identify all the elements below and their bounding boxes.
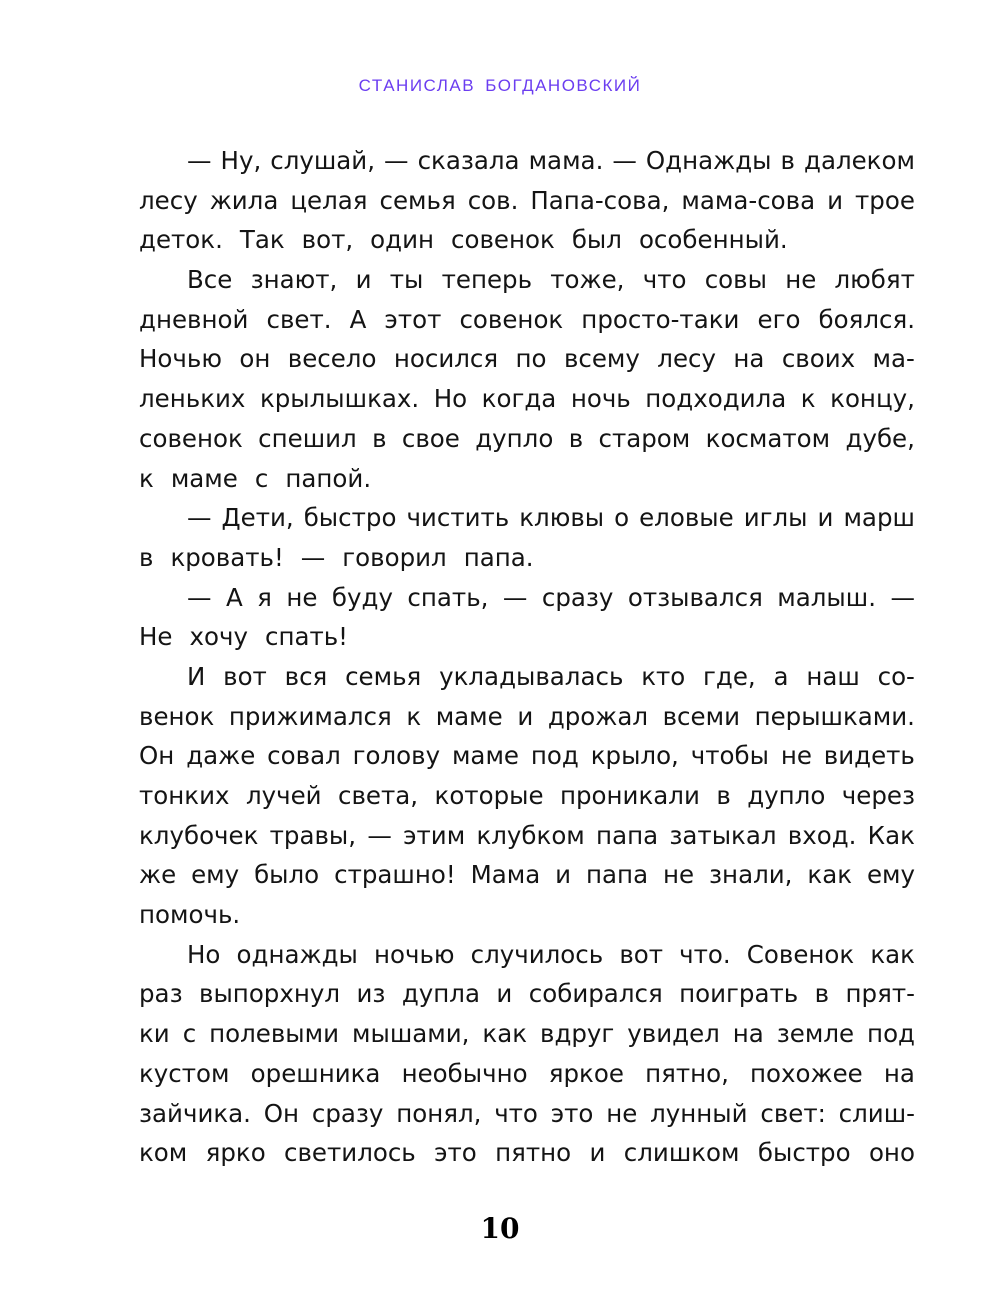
word: земле [776, 1019, 855, 1049]
word: Но [433, 384, 468, 414]
word: о [614, 503, 630, 533]
word: целая [290, 185, 368, 215]
body-text [139, 141, 915, 1173]
word: Как [867, 820, 915, 850]
word: мышами, [352, 1019, 470, 1049]
word: спать! [264, 622, 349, 652]
word: укладывалась [439, 661, 624, 691]
word: не [780, 741, 812, 771]
word: концу, [830, 384, 915, 414]
word: в [780, 146, 795, 175]
word: оно [868, 1138, 915, 1168]
word: ему [866, 860, 915, 890]
word: Однажды [645, 146, 772, 175]
word: жила [209, 185, 279, 215]
word: лунный [650, 1098, 748, 1128]
word: в [372, 423, 387, 453]
word: Он [139, 741, 175, 771]
page-number: 10 [480, 1212, 520, 1245]
word: и [827, 185, 844, 215]
text-line [139, 220, 915, 260]
word: же [139, 860, 177, 890]
word: теперь [441, 265, 533, 295]
word: светилось [284, 1138, 416, 1168]
word: необычно [401, 1058, 528, 1088]
word: на [883, 1058, 915, 1088]
word: в [716, 781, 731, 810]
word: это [434, 1138, 477, 1168]
word: что. [679, 939, 731, 969]
word: — [367, 820, 392, 850]
word: всеми [662, 701, 740, 731]
text-line [139, 816, 915, 856]
word: крылышках. [259, 384, 420, 414]
word: старом [598, 423, 691, 453]
word: Совенок [746, 939, 855, 969]
word: наш [806, 661, 860, 691]
word: вдруг [540, 1019, 615, 1049]
word: полевыми [209, 1019, 340, 1049]
text-line [139, 736, 915, 776]
word: марш [843, 503, 915, 533]
word: клубком [476, 820, 585, 850]
word: отзывался [627, 582, 763, 612]
word: вход. [787, 820, 857, 850]
word: мама. [528, 146, 604, 175]
text-line [139, 617, 915, 657]
word: кто [641, 661, 686, 691]
word: когда [481, 384, 557, 414]
word: дупло [747, 781, 826, 810]
word: света, [338, 781, 419, 810]
word: совал [267, 741, 341, 771]
word: А [349, 304, 367, 334]
word: И [187, 661, 206, 691]
word: как [870, 939, 915, 969]
word: — [384, 146, 409, 175]
word: увидел [627, 1019, 720, 1049]
word: ки [139, 1019, 170, 1049]
word: спать, [407, 582, 489, 612]
word: слиш- [838, 1098, 915, 1128]
text-line [139, 776, 915, 816]
word: лесу [657, 344, 716, 374]
word: я [257, 582, 272, 612]
text-line [139, 578, 915, 618]
word: ночь [570, 384, 631, 414]
word: подходила [645, 384, 787, 414]
word: совенок [459, 304, 564, 334]
word: леньких [139, 384, 246, 414]
word: которые [434, 781, 544, 810]
word: малыш. [777, 582, 876, 612]
word: однажды [236, 939, 358, 969]
word: весело [287, 344, 377, 374]
text-line [139, 379, 915, 419]
word: даже [186, 741, 256, 771]
word: этот [384, 304, 442, 334]
word: в [814, 979, 830, 1009]
text-line [139, 459, 915, 499]
word: травы, [269, 820, 357, 850]
word: яркое [548, 1058, 624, 1088]
word: говорил [342, 542, 447, 572]
word: носился [393, 344, 499, 374]
word: голову [352, 741, 441, 771]
word: его [757, 304, 801, 334]
word: свое [401, 423, 460, 453]
word: вся [284, 661, 328, 691]
word: что [642, 265, 687, 295]
text-line [139, 1133, 915, 1173]
text-line [139, 697, 915, 737]
word: — [502, 582, 528, 612]
word: собирался [528, 979, 663, 1009]
word: не [785, 265, 817, 295]
text-line [139, 339, 915, 379]
word: особенный. [638, 225, 788, 255]
word: свет: [760, 1098, 826, 1128]
word: знали, [709, 860, 793, 890]
word: а [773, 661, 789, 691]
word: один [370, 225, 435, 255]
word: Так [239, 225, 285, 255]
word: дневной [139, 304, 249, 334]
word: маме [435, 701, 503, 731]
word: не [286, 582, 318, 612]
word: со- [877, 661, 915, 691]
text-line [139, 1094, 915, 1134]
word: тонких [139, 781, 230, 810]
word: под [530, 741, 579, 771]
word: страшно! [334, 860, 456, 890]
word: не [606, 1098, 638, 1128]
word: совы [704, 265, 767, 295]
word: и [517, 701, 534, 731]
word: боялся. [818, 304, 915, 334]
word: сразу [311, 1098, 384, 1128]
word: свет. [266, 304, 332, 334]
word: чистить [406, 503, 510, 533]
word: совенок [139, 423, 243, 453]
text-line [139, 141, 915, 181]
word: проникали [559, 781, 700, 810]
word: папа. [463, 542, 534, 572]
word: Но [187, 939, 221, 969]
word: — [187, 146, 212, 175]
word: Ночью [139, 344, 222, 374]
word: был [571, 225, 622, 255]
word: маме [451, 741, 520, 771]
word: ком [139, 1138, 188, 1168]
word: вот [619, 939, 664, 969]
word: папа [586, 860, 649, 890]
word: косматом [705, 423, 831, 453]
text-line [139, 974, 915, 1014]
word: далеком [804, 146, 915, 175]
word: что [494, 1098, 538, 1128]
word: хочу [189, 622, 248, 652]
word: вот [223, 661, 267, 691]
word: похожее [750, 1058, 863, 1088]
word: и [355, 265, 372, 295]
word: Он [263, 1098, 300, 1128]
word: к [139, 463, 154, 493]
text-line [139, 300, 915, 340]
word: сразу [541, 582, 614, 612]
word: папа [596, 820, 659, 850]
word: всему [563, 344, 640, 374]
word: Дети, [221, 503, 294, 533]
word: по [515, 344, 547, 374]
word: Папа-сова, [530, 185, 670, 215]
word: семья [345, 661, 422, 691]
word: Мама [470, 860, 541, 890]
word: дубе, [845, 423, 915, 453]
text-line [139, 260, 915, 300]
word: к [800, 384, 816, 414]
word: семья [379, 185, 456, 215]
text-line [139, 935, 915, 975]
word: кровать! [170, 542, 284, 572]
word: он [239, 344, 271, 374]
word: трое [855, 185, 915, 215]
word: ночью [373, 939, 455, 969]
word: и [555, 860, 572, 890]
word: под [867, 1019, 915, 1049]
word: — [187, 582, 212, 612]
text-line [139, 895, 915, 935]
word: помочь. [139, 900, 241, 930]
word: вот, [301, 225, 354, 255]
word: деток. [139, 225, 223, 255]
word: как [807, 860, 853, 890]
text-line [139, 419, 915, 459]
word: выпорхнул [199, 979, 341, 1009]
text-line [139, 855, 915, 895]
word: папой. [285, 463, 372, 493]
word: мама-сова [681, 185, 816, 215]
word: и [589, 1138, 606, 1168]
word: иглы [743, 503, 808, 533]
word: — [300, 542, 326, 572]
text-line [139, 181, 915, 221]
word: и [817, 503, 834, 533]
text-line [139, 1014, 915, 1054]
word: на [732, 1019, 764, 1049]
word: лучей [245, 781, 322, 810]
word: затыкал [669, 820, 777, 850]
word: зайчика. [139, 1098, 251, 1128]
word: быстро [757, 1138, 851, 1168]
word: клювы [519, 503, 605, 533]
word: слушай, [270, 146, 376, 175]
word: Ну, [220, 146, 262, 175]
word: ты [389, 265, 424, 295]
word: дрожал [547, 701, 649, 731]
word: из [356, 979, 386, 1009]
word: было [254, 860, 320, 890]
word: лесу [139, 185, 198, 215]
word: дупло [475, 423, 554, 453]
word: кустом [139, 1058, 230, 1088]
word: ему [191, 860, 240, 890]
word: ярко [205, 1138, 266, 1168]
word: прижимался [228, 701, 392, 731]
word: пятно, [645, 1058, 729, 1088]
word: тоже, [550, 265, 625, 295]
word: просто-таки [581, 304, 740, 334]
word: маме [170, 463, 238, 493]
running-head-author: СТАНИСЛАВ БОГДАНОВСКИЙ [358, 76, 642, 95]
word: на [733, 344, 765, 374]
word: сов. [467, 185, 519, 215]
word: где, [703, 661, 756, 691]
word: видеть [823, 741, 915, 771]
word: через [841, 781, 915, 810]
word: пятно [495, 1138, 572, 1168]
word: в [568, 423, 584, 453]
word: этим [403, 820, 466, 850]
word: орешника [250, 1058, 381, 1088]
word: спешил [258, 423, 357, 453]
word: любят [834, 265, 915, 295]
word: к [406, 701, 422, 731]
word: прят- [845, 979, 915, 1009]
word: — [187, 503, 212, 533]
word: буду [331, 582, 393, 612]
word: в [139, 542, 154, 572]
word: не [663, 860, 695, 890]
word: дупла [401, 979, 480, 1009]
text-line [139, 498, 915, 538]
text-line [139, 538, 915, 578]
word: — [612, 146, 637, 175]
word: чтобы [690, 741, 769, 771]
word: венок [139, 701, 215, 731]
word: совенок [451, 225, 555, 255]
word: ма- [872, 344, 915, 374]
word: случилось [470, 939, 604, 969]
text-line [139, 657, 915, 697]
word: с [182, 1019, 197, 1049]
word: с [254, 463, 269, 493]
word: перышками. [754, 701, 915, 731]
word: своих [781, 344, 856, 374]
word: знают, [250, 265, 338, 295]
word: А [225, 582, 243, 612]
word: — [890, 582, 915, 612]
word: это [550, 1098, 594, 1128]
text-line [139, 1054, 915, 1094]
word: клубочек [139, 820, 259, 850]
word: слишком [623, 1138, 740, 1168]
word: раз [139, 979, 183, 1009]
word: быстро [303, 503, 397, 533]
word: как [482, 1019, 528, 1049]
word: Не [139, 622, 173, 652]
word: и [496, 979, 513, 1009]
word: еловые [639, 503, 734, 533]
word: сказала [417, 146, 520, 175]
word: крыло, [590, 741, 679, 771]
word: Все [187, 265, 233, 295]
word: понял, [396, 1098, 482, 1128]
word: поиграть [679, 979, 799, 1009]
